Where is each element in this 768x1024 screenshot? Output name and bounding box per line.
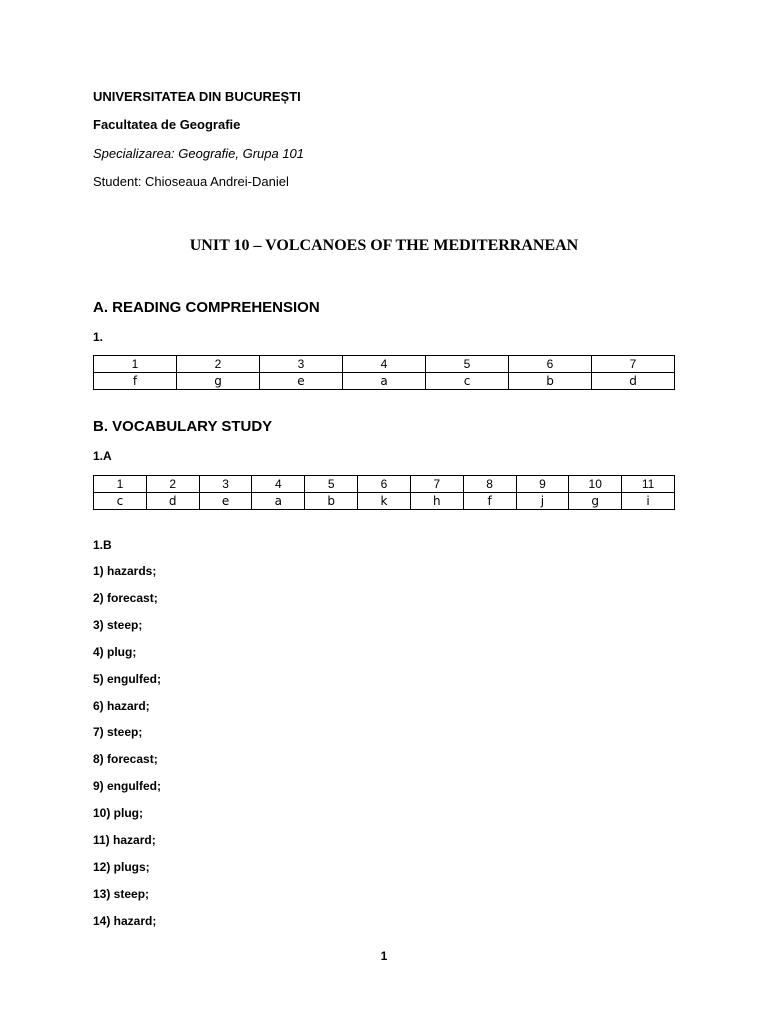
list-item: 3) steep; xyxy=(93,617,143,632)
table-cell: f xyxy=(463,493,516,510)
table-cell: 1 xyxy=(94,476,147,493)
table-cell: 7 xyxy=(592,356,675,373)
vocabulary-answers-table xyxy=(93,475,675,510)
table-cell: 9 xyxy=(516,476,569,493)
table-cell: 5 xyxy=(426,356,509,373)
faculty-name: Facultatea de Geografie xyxy=(93,117,241,132)
list-item: 5) engulfed; xyxy=(93,671,161,686)
table-cell: e xyxy=(260,373,343,390)
table-cell: d xyxy=(146,493,199,510)
section-a-title: A. READING COMPREHENSION xyxy=(93,299,320,316)
table-cell: a xyxy=(252,493,305,510)
section-b-label-a: 1.A xyxy=(93,449,112,463)
list-item: 11) hazard; xyxy=(93,833,156,847)
table-cell: j xyxy=(516,493,569,510)
table-cell: 3 xyxy=(199,476,252,493)
table-cell: 5 xyxy=(305,476,358,493)
table-cell: 8 xyxy=(463,476,516,493)
list-item: 8) forecast; xyxy=(93,752,158,767)
table-cell: f xyxy=(94,373,177,390)
table-cell: 6 xyxy=(358,476,411,493)
table-cell: d xyxy=(592,373,675,390)
table-cell: 10 xyxy=(569,476,622,493)
section-b-title: B. VOCABULARY STUDY xyxy=(93,418,273,435)
student-name: Student: Chioseaua Andrei-Daniel xyxy=(93,174,289,189)
table-cell: a xyxy=(343,373,426,390)
table-cell: g xyxy=(177,373,260,390)
list-item: 1) hazards; xyxy=(93,564,157,578)
page-number: 1 xyxy=(380,949,388,963)
list-item: 12) plugs; xyxy=(93,859,150,874)
table-cell: i xyxy=(622,493,675,510)
list-item: 6) hazard; xyxy=(93,698,150,713)
list-item: 9) engulfed; xyxy=(93,779,161,794)
table-cell: 7 xyxy=(410,476,463,493)
list-item: 2) forecast; xyxy=(93,590,158,605)
university-name: UNIVERSITATEA DIN BUCUREȘTI xyxy=(93,89,301,104)
table-cell: 1 xyxy=(94,356,177,373)
unit-title: UNIT 10 – VOLCANOES OF THE MEDITERRANEAN xyxy=(189,237,579,254)
list-item: 14) hazard; xyxy=(93,913,157,928)
list-item: 4) plug; xyxy=(93,644,137,659)
section-a-label: 1. xyxy=(93,330,104,344)
table-cell: 2 xyxy=(177,356,260,373)
table-cell: h xyxy=(410,493,463,510)
table-answer-row xyxy=(94,493,675,510)
section-b-label-b: 1.B xyxy=(93,538,112,552)
table-cell: k xyxy=(358,493,411,510)
table-cell: b xyxy=(305,493,358,510)
list-item: 13) steep; xyxy=(93,886,150,901)
table-cell: g xyxy=(569,493,622,510)
table-header-row xyxy=(94,356,675,373)
table-cell: b xyxy=(509,373,592,390)
table-cell: e xyxy=(199,493,252,510)
table-cell: 4 xyxy=(343,356,426,373)
table-cell: 2 xyxy=(146,476,199,493)
list-item: 10) plug; xyxy=(93,806,143,821)
table-cell: c xyxy=(426,373,509,390)
table-cell: c xyxy=(94,493,147,510)
reading-answers-table xyxy=(93,355,675,390)
table-cell: 4 xyxy=(252,476,305,493)
table-cell: 11 xyxy=(622,476,675,493)
table-cell: 3 xyxy=(260,356,343,373)
table-answer-row xyxy=(94,373,675,390)
specialization: Specializarea: Geografie, Grupa 101 xyxy=(93,146,305,161)
list-item: 7) steep; xyxy=(93,725,143,740)
table-cell: 6 xyxy=(509,356,592,373)
table-header-row xyxy=(94,476,675,493)
